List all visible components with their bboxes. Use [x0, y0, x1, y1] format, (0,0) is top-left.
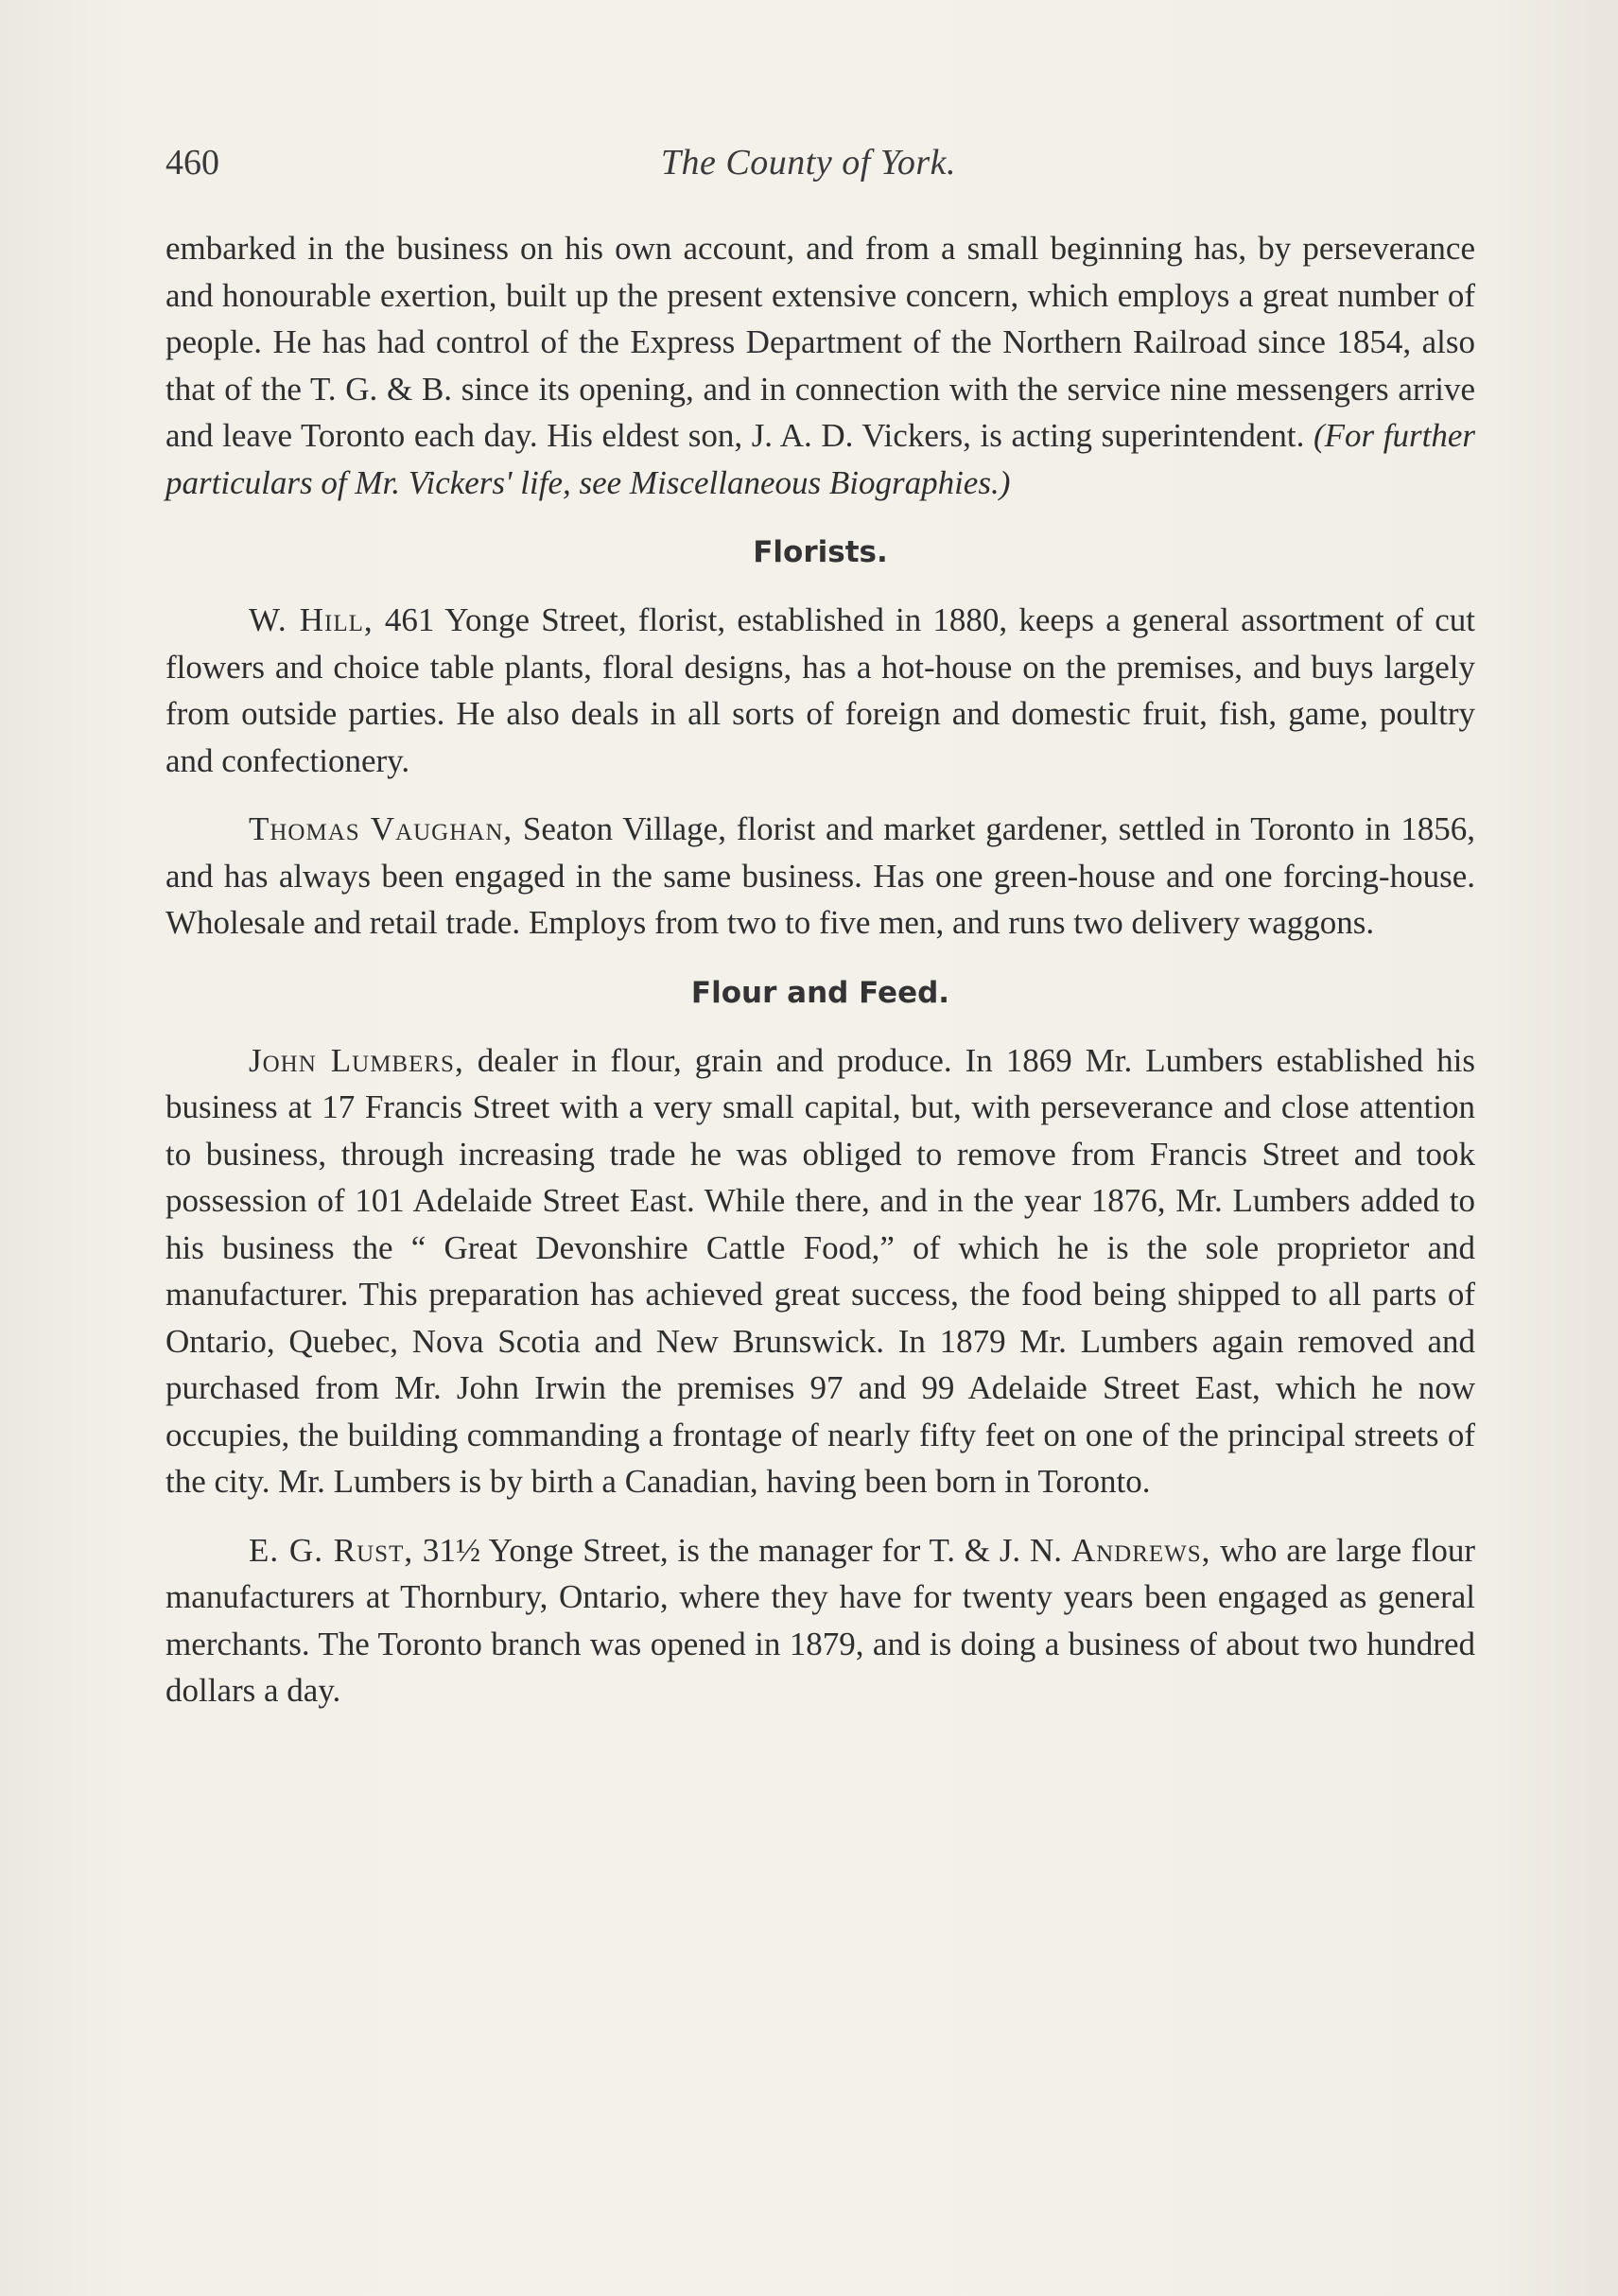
section-heading-florists: Florists. [753, 535, 888, 569]
running-head [165, 142, 1480, 199]
entry-john-lumbers [165, 1037, 1475, 1505]
entry-name: Thomas Vaughan, [249, 810, 513, 847]
intro-text: embarked in the business on his own account, and from a small beginning has, by perseverance and honourable exertion, built up the present extensive concern, which employs a great number of people. He has had control of the Express Department of the Northern Railroad since 1854, also that of the T. G. & B. since its opening, and in connection with the service nine messengers arrive and leave Toronto each day. His eldest son, J. A. D. Vickers, is acting superintendent. [165, 230, 1475, 454]
entry-w-hill [165, 597, 1475, 784]
entry-text: Seaton Village, florist and market gardener, settled in Toronto in 1856, and has always been engaged in the same business. Has one green-house and one forcing-house. Wholesale and retail trade. Employs from two to five men, and runs two delivery waggons. [165, 810, 1476, 941]
entry-inline-name: Andrews, [1070, 1531, 1211, 1569]
entry-text-before: 31½ Yonge Street, is the manager for T. & J. N. [422, 1531, 1063, 1569]
entry-name: John Lumbers, [249, 1041, 464, 1079]
entry-thomas-vaughan [165, 806, 1475, 947]
running-title: The County of York. [660, 143, 957, 183]
entry-text: dealer in flour, grain and produce. In 1869 Mr. Lumbers established his business at 17 Francis Street with a very small capital, but, with perseverance and close attention to business, through increasing trade he was obliged to remove from Francis Street and took possession of 101 Adelaide Street East. While there, and in the year 1876, Mr. Lumbers added to his business the “ Great Devonshire Cattle Food,” of which he is the sole proprietor and manufacturer. This preparation has achieved great success, the food being shipped to all parts of Ontario, Quebec, Nova Scotia and New Brunswick. In 1879 Mr. Lumbers again removed and purchased from Mr. John Irwin the premises 97 and 99 Adelaide Street East, which he now occupies, the building commanding a frontage of nearly fifty feet on one of the principal streets of the city. Mr. Lumbers is by birth a Canadian, having been born in Toronto. [165, 1041, 1475, 1500]
entry-name: E. G. Rust, [249, 1531, 414, 1569]
entry-text: 461 Yonge Street, florist, established in 1880, keeps a general assortment of cut flowers and choice table plants, floral designs, has a hot-house on the premises, and buys largely from outside parties. He also deals in all sorts of foreign and domestic fruit, fish, game, poultry and confectionery. [165, 601, 1476, 779]
entry-name: W. Hill, [249, 601, 374, 638]
entry-eg-rust [165, 1527, 1475, 1714]
body-text [165, 225, 1475, 1714]
page-number: 460 [165, 143, 219, 183]
intro-paragraph [165, 225, 1475, 506]
section-heading-flour-and-feed: Flour and Feed. [690, 975, 950, 1010]
intro-note: (For further particulars of Mr. Vickers' life, see Miscellaneous Biographies.) [165, 417, 1476, 501]
entry-text-after: who are large flour manufacturers at Thornbury, Ontario, where they have for twenty years been engaged as general merchants. The Toronto branch was opened in 1879, and is doing a business of about two hundred dollars a day. [165, 1531, 1476, 1709]
